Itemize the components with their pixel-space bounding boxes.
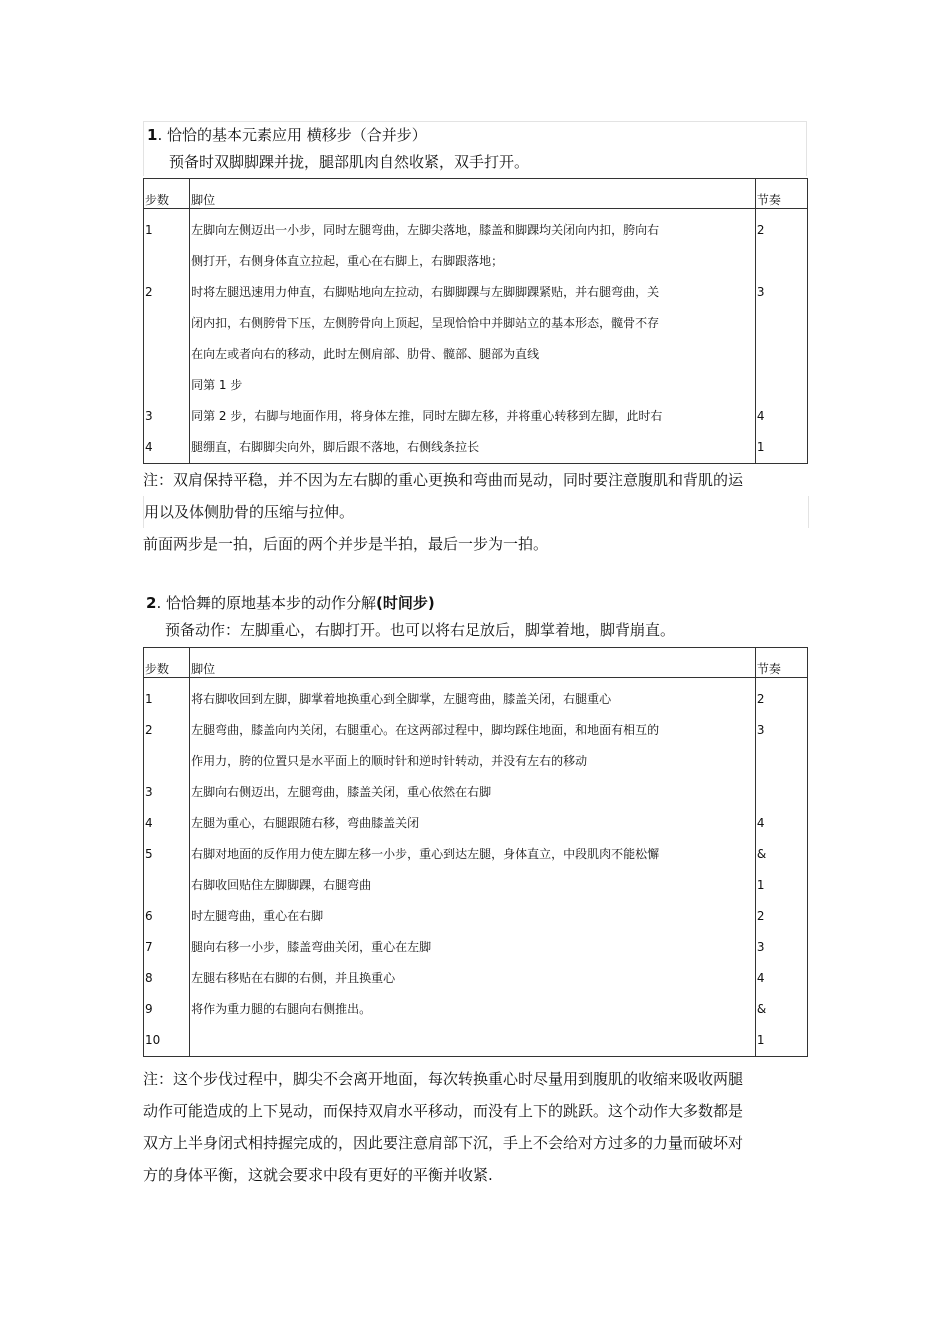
step-number bbox=[144, 370, 189, 401]
step-number: 1 bbox=[145, 692, 153, 706]
rhythm-value bbox=[756, 339, 807, 370]
foot-description-line: 时左腿弯曲，重心在右脚 bbox=[191, 909, 324, 923]
rhythm-value: 1 bbox=[756, 440, 765, 454]
note-line: 方的身体平衡，这就会要求中段有更好的平衡并收紧. bbox=[143, 1166, 493, 1184]
step-number bbox=[144, 746, 189, 777]
rhythm-value bbox=[756, 246, 807, 277]
section2-title-text: . 恰恰舞的原地基本步的动作分解 bbox=[156, 594, 376, 612]
foot-description-line: 腿绷直，右脚脚尖向外，脚后跟不落地，右侧线条拉长 bbox=[191, 440, 480, 454]
step-number bbox=[144, 339, 189, 370]
section1-rhythm-column bbox=[756, 215, 807, 463]
foot-description-line: 左脚向左侧迈出一小步，同时左腿弯曲，左脚尖落地，膝盖和脚踝均关闭向内扣，胯向右 bbox=[191, 223, 660, 237]
foot-description-line: 在向左或者向右的移动，此时左侧肩部、肋骨、髋部、腿部为直线 bbox=[191, 347, 540, 361]
step-number bbox=[144, 870, 189, 901]
note-line: 用以及体侧肋骨的压缩与拉伸。 bbox=[143, 496, 809, 528]
foot-description-line: 左腿右移贴在右脚的右侧，并且换重心 bbox=[191, 971, 396, 985]
section2-title-bold: (时间步) bbox=[375, 594, 435, 612]
section2-table bbox=[143, 647, 808, 1057]
note-line: 双方上半身闭式相持握完成的，因此要注意肩部下沉，手上不会给对方过多的力量而破坏对 bbox=[143, 1134, 744, 1152]
note-line: 前面两步是一拍，后面的两个并步是半拍，最后一步为一拍。 bbox=[143, 535, 549, 553]
section2-notes bbox=[143, 1063, 813, 1191]
rhythm-value: 3 bbox=[756, 285, 765, 299]
rhythm-value: 4 bbox=[756, 971, 765, 985]
step-number: 1 bbox=[145, 223, 153, 237]
section2-table-body bbox=[144, 678, 808, 1057]
foot-header: 脚位 bbox=[191, 193, 216, 207]
step-number: 3 bbox=[145, 785, 153, 799]
foot-description-line: 同第 2 步，右脚与地面作用，将身体左推，同时左脚左移，并将重心转移到左脚，此时右 bbox=[191, 409, 663, 423]
foot-description-line: 闭内扣，右侧胯骨下压，左侧胯骨向上顶起，呈现恰恰中并脚站立的基本形态，髋骨不存 bbox=[191, 316, 660, 330]
rhythm-value: 1 bbox=[756, 878, 765, 892]
foot-description-line: 同第 1 步 bbox=[191, 378, 243, 392]
section1-foot-column bbox=[190, 215, 755, 463]
rhythm-value bbox=[756, 370, 807, 401]
section1-number: 1 bbox=[147, 126, 158, 144]
note-line: 注：这个步伐过程中，脚尖不会离开地面，每次转换重心时尽量用到腹肌的收缩来吸收两腿 bbox=[143, 1070, 744, 1088]
foot-description-line: 右脚对地面的反作用力使左脚左移一小步，重心到达左腿，身体直立，中段肌肉不能松懈 bbox=[191, 847, 660, 861]
foot-description-line: 左腿弯曲，膝盖向内关闭，右腿重心。在这两部过程中，脚均踩住地面，和地面有相互的 bbox=[191, 723, 660, 737]
rhythm-value: 4 bbox=[756, 816, 765, 830]
rhythm-value bbox=[756, 308, 807, 339]
foot-description-line: 时将左腿迅速用力伸直，右脚贴地向左拉动，右脚脚踝与左脚脚踝紧贴，并右腿弯曲，关 bbox=[191, 285, 660, 299]
section1-title-text: . 恰恰的基本元素应用 横移步（合并步） bbox=[157, 126, 427, 144]
rhythm-header: 节奏 bbox=[756, 662, 781, 676]
foot-description-line: 侧打开，右侧身体直立拉起，重心在右脚上，右脚跟落地； bbox=[191, 254, 504, 268]
step-number bbox=[144, 246, 189, 277]
section1-table-body bbox=[144, 209, 808, 464]
note-line: 动作可能造成的上下晃动，而保持双肩水平移动，而没有上下的跳跃。这个动作大多数都是 bbox=[143, 1102, 744, 1120]
step-number: 5 bbox=[145, 847, 153, 861]
foot-description-line bbox=[190, 1025, 755, 1056]
section2-prep: 预备动作：左脚重心，右脚打开。也可以将右足放后，脚掌着地，脚背崩直。 bbox=[165, 621, 676, 639]
step-number: 2 bbox=[145, 723, 153, 737]
step-number: 4 bbox=[145, 440, 153, 454]
rhythm-value: & bbox=[756, 847, 767, 861]
section2-number: 2 bbox=[146, 594, 157, 612]
section2-step-column bbox=[144, 684, 189, 1056]
rhythm-value: 3 bbox=[756, 723, 765, 737]
step-number: 3 bbox=[145, 409, 153, 423]
foot-description-line: 作用力，胯的位置只是水平面上的顺时针和逆时针转动，并没有左右的移动 bbox=[191, 754, 588, 768]
section2-title bbox=[143, 590, 807, 616]
step-number: 7 bbox=[145, 940, 153, 954]
rhythm-value bbox=[756, 746, 807, 777]
step-header: 步数 bbox=[145, 193, 170, 207]
rhythm-value: 2 bbox=[756, 909, 765, 923]
section2-rhythm-column bbox=[756, 684, 807, 1056]
section1-title bbox=[144, 122, 806, 148]
rhythm-value: 3 bbox=[756, 940, 765, 954]
section2-foot-column bbox=[190, 684, 755, 1056]
section1-table-header bbox=[144, 179, 808, 209]
section1-step-column bbox=[144, 215, 189, 463]
rhythm-value: 2 bbox=[756, 692, 765, 706]
step-number: 2 bbox=[145, 285, 153, 299]
foot-description-line: 将作为重力腿的右腿向右侧推出。 bbox=[191, 1002, 372, 1016]
section2-table-header bbox=[144, 648, 808, 678]
section1-notes bbox=[143, 464, 813, 560]
foot-description-line: 左脚向右侧迈出，左腿弯曲，膝盖关闭，重心依然在右脚 bbox=[191, 785, 492, 799]
step-number bbox=[144, 308, 189, 339]
note-line: 注：双肩保持平稳，并不因为左右脚的重心更换和弯曲而晃动，同时要注意腹肌和背肌的运 bbox=[143, 471, 744, 489]
rhythm-header: 节奏 bbox=[756, 193, 781, 207]
foot-description-line: 右脚收回贴住左脚脚踝，右腿弯曲 bbox=[191, 878, 372, 892]
rhythm-value: 1 bbox=[756, 1033, 765, 1047]
rhythm-value: 2 bbox=[756, 223, 765, 237]
section1-table bbox=[143, 178, 808, 464]
rhythm-value: 4 bbox=[756, 409, 765, 423]
section1-prep: 预备时双脚脚踝并拢，腿部肌肉自然收紧，双手打开。 bbox=[169, 153, 530, 171]
step-number: 4 bbox=[145, 816, 153, 830]
section1-header bbox=[143, 121, 807, 176]
step-header: 步数 bbox=[145, 662, 170, 676]
foot-header: 脚位 bbox=[191, 662, 216, 676]
step-number: 10 bbox=[145, 1033, 161, 1047]
step-number: 9 bbox=[145, 1002, 153, 1016]
foot-description-line: 将右脚收回到左脚，脚掌着地换重心到全脚掌，左腿弯曲，膝盖关闭，右腿重心 bbox=[191, 692, 612, 706]
rhythm-value bbox=[756, 777, 807, 808]
foot-description-line: 左腿为重心，右腿跟随右移，弯曲膝盖关闭 bbox=[191, 816, 420, 830]
foot-description-line: 腿向右移一小步，膝盖弯曲关闭，重心在左脚 bbox=[191, 940, 432, 954]
section2-header bbox=[143, 590, 807, 644]
rhythm-value: & bbox=[756, 1002, 767, 1016]
step-number: 6 bbox=[145, 909, 153, 923]
step-number: 8 bbox=[145, 971, 153, 985]
